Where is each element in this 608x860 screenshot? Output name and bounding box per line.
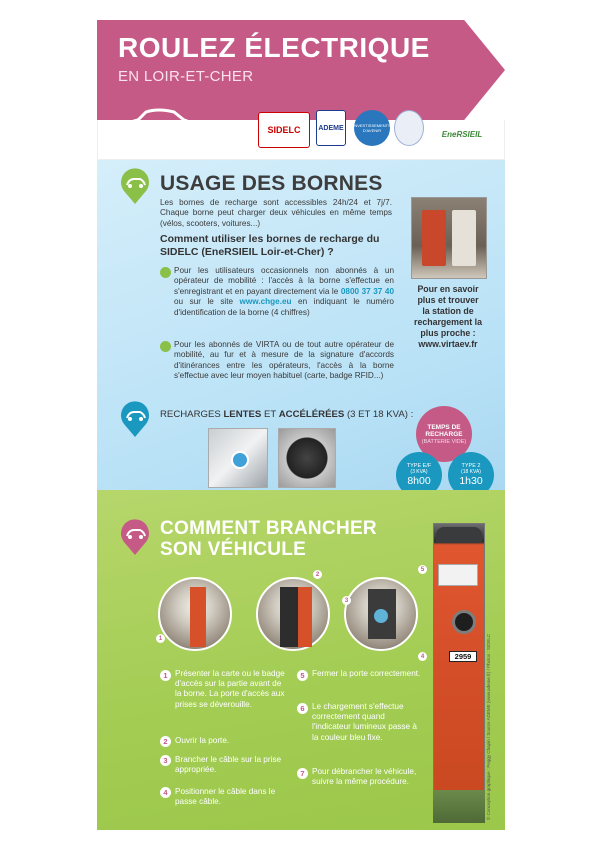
step-number: 5 <box>297 670 308 681</box>
photo-callout: 2 <box>313 570 322 579</box>
step-1-text: Présenter la carte ou le badge d'accès sur la partie avant de la borne. La porte d'accès aux prises se déverouille. <box>175 669 285 709</box>
marianne-logo <box>394 110 424 146</box>
bullet-icon <box>160 267 171 278</box>
investissements-avenir-logo: INVESTISSEMENTS D'AVENIR <box>354 110 390 146</box>
step-number: 6 <box>297 703 308 714</box>
credits-text: © Conception graphique : Peggy Chapin / Source ADEME (www.ademe.fr) / Photos : SIDELC <box>486 633 491 820</box>
bullet-icon <box>160 341 171 352</box>
ef-type: TYPE E/F <box>406 463 432 469</box>
recharges-accelerees: ACCÉLÉRÉES <box>278 409 345 420</box>
recharges-et: ET <box>261 409 279 420</box>
ef-time: 8h00 <box>407 475 431 487</box>
step-2-text: Ouvrir la porte. <box>175 736 230 745</box>
step-number: 2 <box>160 736 171 747</box>
socket-ef-photo <box>208 428 268 488</box>
virta-link[interactable]: www.virtaev.fr <box>418 339 478 349</box>
page-title: ROULEZ ÉLECTRIQUE <box>118 32 430 63</box>
step-photo-door <box>256 577 330 651</box>
plug-car-pin-icon <box>118 165 152 205</box>
photo-callout: 1 <box>156 634 165 643</box>
ef-power: (3 KVA) <box>410 469 428 475</box>
bullet-occasional-text-3: en indiquant le numéro d'identification de la borne (4 chiffres) <box>174 297 394 317</box>
chge-link[interactable]: www.chge.eu <box>239 297 292 307</box>
step-number: 1 <box>160 670 171 681</box>
step-number: 7 <box>297 768 308 779</box>
sidelc-logo: SIDELC <box>258 112 310 148</box>
step-7-text: Pour débrancher le véhicule, suivre la même procédure. <box>312 767 417 787</box>
enersieil-logo: EneRSIEIL <box>441 129 483 139</box>
bullet-subscribers: Pour les abonnés de VIRTA ou de tout autre opérateur de mobilité, au fur et à mesure de la signature d'accords d'itinérances entre les opérateurs, l'accès à la borne s'effectue avec leur moyen habituel (carte, badge RFID...) <box>174 340 394 381</box>
virta-promo <box>400 284 496 350</box>
step-5-text: Fermer la porte correctement. <box>312 669 421 678</box>
bullet-occasional <box>174 266 394 318</box>
socket-type2-photo <box>278 428 336 488</box>
promo-line: rechargement la <box>414 317 482 327</box>
step-number: 3 <box>160 755 171 766</box>
electric-car-icon <box>116 102 200 142</box>
pole-socket <box>452 610 476 634</box>
recharges-label <box>160 409 413 420</box>
step-number: 4 <box>160 787 171 798</box>
usage-intro: Les bornes de recharge sont accessibles 24h/24 et 7j/7. Chaque borne peut charger deux véhicules en même temps (vélos, scooters, voitures...) <box>160 198 392 228</box>
photo-callout: 3 <box>342 596 351 605</box>
photo-callout: 5 <box>418 565 427 574</box>
ademe-logo: ADEME <box>316 110 346 146</box>
step-6-text: Le chargement s'effectue correctement quand l'indicateur lumineux passe à la couleur bleu fixe. <box>312 702 417 742</box>
t2-type: TYPE 2 <box>461 463 481 469</box>
brancher-title <box>160 518 377 560</box>
promo-line: plus et trouver <box>417 295 479 305</box>
pole-head <box>436 527 482 543</box>
usage-title: USAGE DES BORNES <box>160 172 383 195</box>
t2-power: (18 KVA) <box>461 469 481 475</box>
charging-pin-icon <box>118 398 152 438</box>
bullet-occasional-text-2: ou sur le site <box>174 297 240 307</box>
step-photo-plug <box>344 577 418 651</box>
bullet-occasional-text: Pour les utilisateurs occasionnels non abonnés à un opérateur de mobilité : l'accès à la borne s'effectue en s'enregistrant et en payant directement via le <box>174 266 394 296</box>
step-3-text: Brancher le câble sur la prise appropriée. <box>175 755 282 775</box>
plug-car-pin-icon <box>118 516 152 556</box>
usage-question: Comment utiliser les bornes de recharge du SIDELC (EneRSIEIL Loir-et-Cher) ? <box>160 233 380 258</box>
page-subtitle: EN LOIR-ET-CHER <box>118 68 254 85</box>
recharges-prefix: RECHARGES <box>160 409 224 420</box>
phone-number[interactable]: 0800 37 37 40 <box>340 286 395 296</box>
temps-title: TEMPS DE RECHARGE <box>425 423 463 438</box>
promo-line: la station de <box>422 306 474 316</box>
brancher-title-line: COMMENT BRANCHER <box>160 518 377 539</box>
brancher-title-line: SON VÉHICULE <box>160 539 307 560</box>
charging-station-photo <box>411 197 487 279</box>
step-4-text: Positionner le câble dans le passe câble. <box>175 787 276 807</box>
promo-line: plus proche : <box>420 328 476 338</box>
pole-number: 2959 <box>449 651 477 662</box>
recharges-suffix: (3 ET 18 KVA) : <box>344 409 414 420</box>
credits <box>486 633 496 820</box>
recharges-lentes: LENTES <box>223 409 262 420</box>
temps-sub: (BATTERIE VIDE) <box>421 438 467 445</box>
pole-sign <box>438 564 478 586</box>
pole-base-grass <box>433 790 485 823</box>
promo-line: Pour en savoir <box>417 284 479 294</box>
t2-time: 1h30 <box>459 475 483 487</box>
photo-callout: 4 <box>418 652 427 661</box>
step-photo-card <box>158 577 232 651</box>
